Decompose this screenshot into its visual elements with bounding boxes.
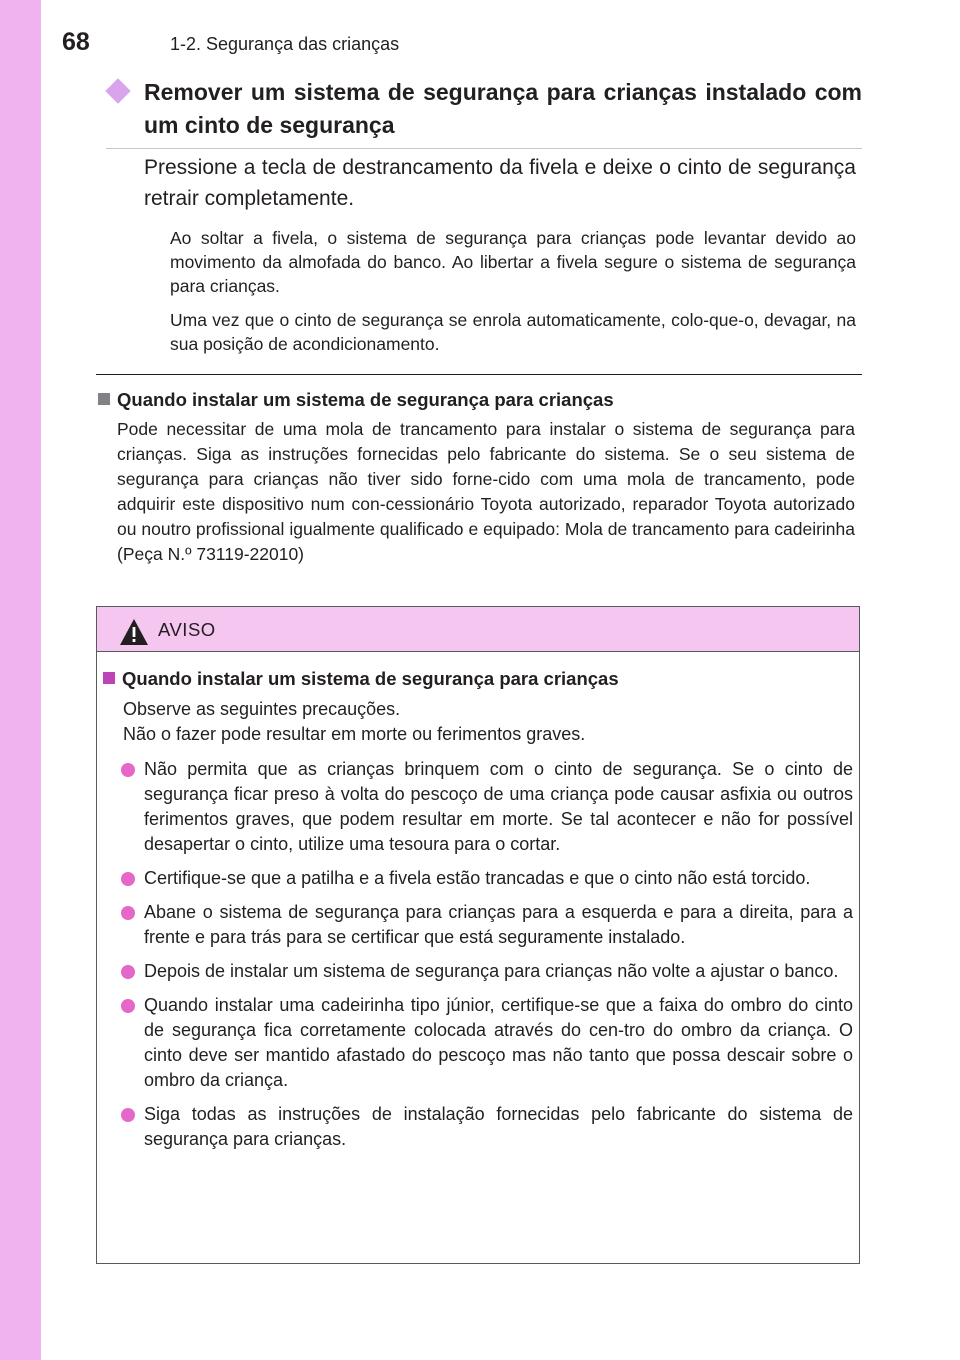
procedure-heading — [106, 76, 862, 149]
warning-intro-line-1: Observe as seguintes precauções. — [123, 699, 401, 719]
info-heading — [98, 389, 614, 411]
warning-bullet — [121, 757, 853, 857]
warning-bullet — [121, 866, 853, 891]
section-divider — [96, 374, 862, 375]
warning-bullet — [121, 959, 853, 984]
bullet-dot-icon — [121, 906, 135, 920]
bullet-dot-icon — [121, 872, 135, 886]
warning-header — [97, 607, 859, 652]
section-title: 1-2. Segurança das crianças — [170, 34, 400, 54]
instruction-text: Pressione a tecla de destrancamento da fivela e deixe o cinto de segurança retrair completamente. — [144, 156, 856, 210]
warning-intro — [123, 697, 853, 747]
warning-bullet-list — [121, 757, 853, 1161]
bullet-dot-icon — [121, 763, 135, 777]
square-bullet-icon — [98, 393, 110, 405]
bullet-dot-icon — [121, 965, 135, 979]
warning-bullet — [121, 993, 853, 1093]
warning-bullet-text: Abane o sistema de segurança para crianças para a esquerda e para a direita, para a frente e para trás para se certificar que está seguramente instalado. — [144, 902, 853, 947]
warning-box — [96, 606, 860, 1264]
warning-heading-text: Quando instalar um sistema de segurança para crianças — [122, 668, 619, 689]
warning-bullet-text: Depois de instalar um sistema de segurança para crianças não volte a ajustar o banco. — [144, 961, 839, 981]
warning-bullet-text: Não permita que as crianças brinquem com o cinto de segurança. Se o cinto de segurança ficar preso à volta do pescoço de uma criança pode causar asfixia ou outros ferimentos graves, que podem resultar em morte. Se tal acontecer e não for possível desapertar o cinto, utilize uma tesoura para o cortar. — [144, 759, 853, 854]
square-bullet-icon — [103, 672, 115, 684]
warning-bullet-text: Quando instalar uma cadeirinha tipo júnior, certifique-se que a faixa do ombro do cinto de segurança fica corretamente colocada através do cen-tro do ombro da criança. O cinto deve ser mantido afastado do pescoço mas não tanto que possa descair sobre o ombro da criança. — [144, 995, 853, 1090]
warning-bullet — [121, 900, 853, 950]
bullet-dot-icon — [121, 1108, 135, 1122]
note-2: Uma vez que o cinto de segurança se enrola automaticamente, colo-que-o, devagar, na sua posição de acondicionamento. — [170, 310, 856, 354]
side-tab — [0, 0, 41, 1360]
bullet-dot-icon — [121, 999, 135, 1013]
warning-heading — [103, 668, 619, 690]
procedure-heading-text: Remover um sistema de segurança para crianças instalado com um cinto de segurança — [144, 79, 862, 138]
warning-bullet — [121, 1102, 853, 1152]
info-text: Pode necessitar de uma mola de trancamento para instalar o sistema de segurança para crianças. Siga as instruções fornecidas pelo fabricante do sistema. Se o seu sistema de segurança para crianças não tiver sido forne-cido com uma mola de trancamento, pode adquirir este dispositivo num con-cessionário Toyota autorizado, reparador Toyota autorizado ou noutro profissional igualmente qualificado e equipado: Mola de trancamento para cadeirinha (Peça N.º 73119-22010) — [117, 419, 855, 564]
warning-bullet-text: Siga todas as instruções de instalação fornecidas pelo fabricante do sistema de segurança para crianças. — [144, 1104, 853, 1149]
warning-triangle-icon — [119, 618, 149, 646]
note-1: Ao soltar a fivela, o sistema de segurança para crianças pode levantar devido ao movimento da almofada do banco. Ao libertar a fivela segure o sistema de segurança para crianças. — [170, 228, 856, 296]
page-number: 68 — [62, 28, 90, 56]
warning-label: AVISO — [158, 619, 216, 640]
warning-bullet-text: Certifique-se que a patilha e a fivela estão trancadas e que o cinto não está torcido. — [144, 868, 811, 888]
diamond-icon — [105, 78, 130, 103]
warning-intro-line-2: Não o fazer pode resultar em morte ou ferimentos graves. — [123, 724, 586, 744]
info-heading-text: Quando instalar um sistema de segurança para crianças — [117, 389, 614, 410]
